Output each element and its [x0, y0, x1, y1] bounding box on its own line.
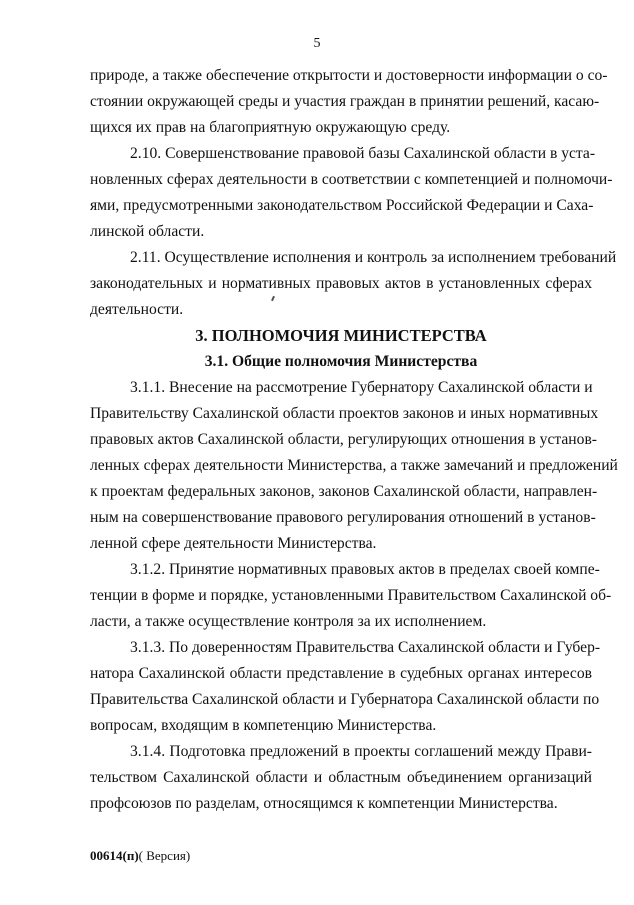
text-line: 3.1.1. Внесение на рассмотрение Губернатору Сахалинской области и — [130, 379, 593, 396]
footer-version: ( Версия) — [138, 848, 191, 863]
text-line: ями, предусмотренными законодательством Российской Федерации и Саха- — [90, 197, 594, 214]
text-line: Правительства Сахалинской области и Губернатора Сахалинской области по — [90, 691, 600, 708]
text-line: стоянии окружающей среды и участия граждан в принятии решений, касаю- — [90, 93, 600, 110]
text-line: 3.1.4. Подготовка предложений в проекты соглашений между Прави- — [130, 743, 592, 760]
text-line: новленных сферах деятельности в соответствии с компетенцией и полномочи- — [90, 171, 613, 188]
text-line: ласти, а также осуществление контроля за их исполнением. — [90, 613, 487, 630]
footer-document-code — [90, 848, 190, 864]
text-line: линской области. — [90, 223, 205, 240]
text-line: законодательных и нормативных правовых актов в установленных сферах — [90, 275, 592, 292]
text-line: природе, а также обеспечение открытости и достоверности информации о со- — [90, 67, 608, 84]
text-line: щихся их прав на благоприятную окружающую среду. — [90, 119, 451, 136]
text-line: Правительству Сахалинской области проектов законов и иных нормативных — [90, 405, 599, 422]
text-line: ленных сферах деятельности Министерства, а также замечаний и предложений — [90, 457, 618, 474]
text-line: к проектам федеральных законов, законов Сахалинской области, направлен- — [90, 483, 598, 500]
text-line: 3.1.3. По доверенностям Правительства Сахалинской области и Губер- — [130, 639, 601, 656]
text-line: ным на совершенствование правового регулирования отношений в установ- — [90, 509, 596, 526]
subsection-heading: 3.1. Общие полномочия Министерства — [204, 353, 478, 370]
text-line: деятельности. — [90, 301, 184, 318]
text-line: натора Сахалинской области представление в судебных органах интересов — [90, 665, 592, 682]
footer-code: 00614(п) — [90, 848, 139, 863]
text-line: тенции в форме и порядке, установленными Правительством Сахалинской об- — [90, 587, 612, 604]
section-heading: 3. ПОЛНОМОЧИЯ МИНИСТЕРСТВА — [195, 326, 487, 345]
text-line: 2.10. Совершенствование правовой базы Сахалинской области в уста- — [130, 145, 596, 162]
page-number: 5 — [313, 36, 321, 51]
document-body — [90, 63, 618, 817]
text-line: правовых актов Сахалинской области, регулирующих отношения в установ- — [90, 431, 598, 448]
text-line: 2.11. Осуществление исполнения и контроль за исполнением требований — [130, 249, 617, 266]
text-line: профсоюзов по разделам, относящимся к компетенции Министерства. — [90, 795, 558, 812]
text-line: вопросам, входящим в компетенцию Министерства. — [90, 717, 437, 734]
text-line: 3.1.2. Принятие нормативных правовых актов в пределах своей компе- — [130, 561, 600, 578]
text-line: ленной сфере деятельности Министерства. — [90, 535, 377, 552]
text-line: тельством Сахалинской области и областным объединением организаций — [90, 769, 592, 786]
